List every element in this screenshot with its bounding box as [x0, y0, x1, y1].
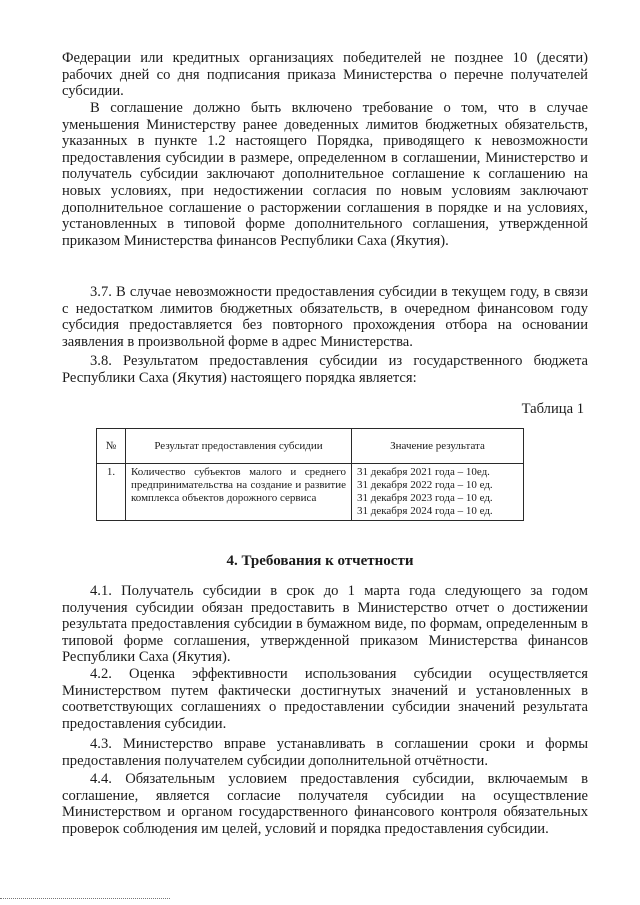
table-row: [97, 464, 524, 521]
row-value-2021: 31 декабря 2021 года – 10ед.: [357, 466, 490, 478]
results-table: [96, 428, 524, 521]
paragraph-continuation: Федерации или кредитных организациях победителей не позднее 10 (десяти) рабочих дней со дня подписания приказа Министерства о перечне получателей субсидии.: [62, 50, 588, 100]
paragraph-4-4: 4.4. Обязательным условием предоставления субсидии, включаемым в соглашение, является согласие получателя субсидии на осуществление Министерством и органом государственного финансового контроля обязательных проверок соблюдения им целей, условий и порядка предоставления субсидии.: [62, 771, 588, 837]
paragraph-3-8: 3.8. Результатом предоставления субсидии из государственного бюджета Республики Саха (Якутия) настоящего порядка является:: [62, 353, 588, 386]
paragraph-4-2: 4.2. Оценка эффективности использования субсидии осуществляется Министерством путем фактически достигнутых значений и установленных в соответствующих соглашениях о предоставлении субсидии значений результата предоставления субсидии.: [62, 666, 588, 732]
section-heading: 4. Требования к отчетности: [226, 553, 414, 569]
table-caption: Таблица 1: [521, 401, 584, 417]
row-values: [352, 464, 524, 521]
header-result: Результат предоставления субсидии: [126, 429, 352, 464]
paragraph-3-7: 3.7. В случае невозможности предоставления субсидии в текущем году, в связи с недостатком лимитов бюджетных обязательств, в очередном финансовом году субсидия предоставляется без повторного прохождения отбора на основании заявления в произвольной форме в адрес Министерства.: [62, 284, 588, 350]
header-value: Значение результата: [352, 429, 524, 464]
paragraph-agreement-requirement: В соглашение должно быть включено требование о том, что в случае уменьшения Министерству ранее доведенных лимитов бюджетных обязательств, указанных в пункте 1.2 настоящего Порядка, приводящего к невозможности предоставления субсидии в размере, определенном в соглашении, Министерство и получатель субсидии заключают дополнительное соглашение к соглашению на новых условиях, при недостижении согласия по новым условиям заключают дополнительное соглашение о расторжении соглашения в порядке и на условиях, установленных в типовой форме дополнительного соглашения, утвержденной приказом Министерства финансов Республики Саха (Якутия).: [62, 100, 588, 249]
row-value-2022: 31 декабря 2022 года – 10 ед.: [357, 479, 493, 491]
row-result: Количество субъектов малого и среднего предпринимательства на создание и развитие комплекса объектов дорожного сервиса: [126, 464, 352, 521]
table-header-row: [97, 429, 524, 464]
header-number: №: [97, 429, 126, 464]
bottom-divider: [0, 898, 170, 899]
row-value-2024: 31 декабря 2024 года – 10 ед.: [357, 505, 493, 517]
row-value-2023: 31 декабря 2023 года – 10 ед.: [357, 492, 493, 504]
paragraph-4-1: 4.1. Получатель субсидии в срок до 1 марта года следующего за годом получения субсидии обязан предоставить в Министерство отчет о достижении результата предоставления субсидии в бумажном виде, по формам, определенным в типовой форме соглашения, утвержденной приказом Министерства финансов Республики Саха (Якутия).: [62, 583, 588, 666]
paragraph-4-3: 4.3. Министерство вправе устанавливать в соглашении сроки и формы предоставления получателем субсидии дополнительной отчётности.: [62, 736, 588, 769]
row-number: 1.: [97, 464, 126, 521]
